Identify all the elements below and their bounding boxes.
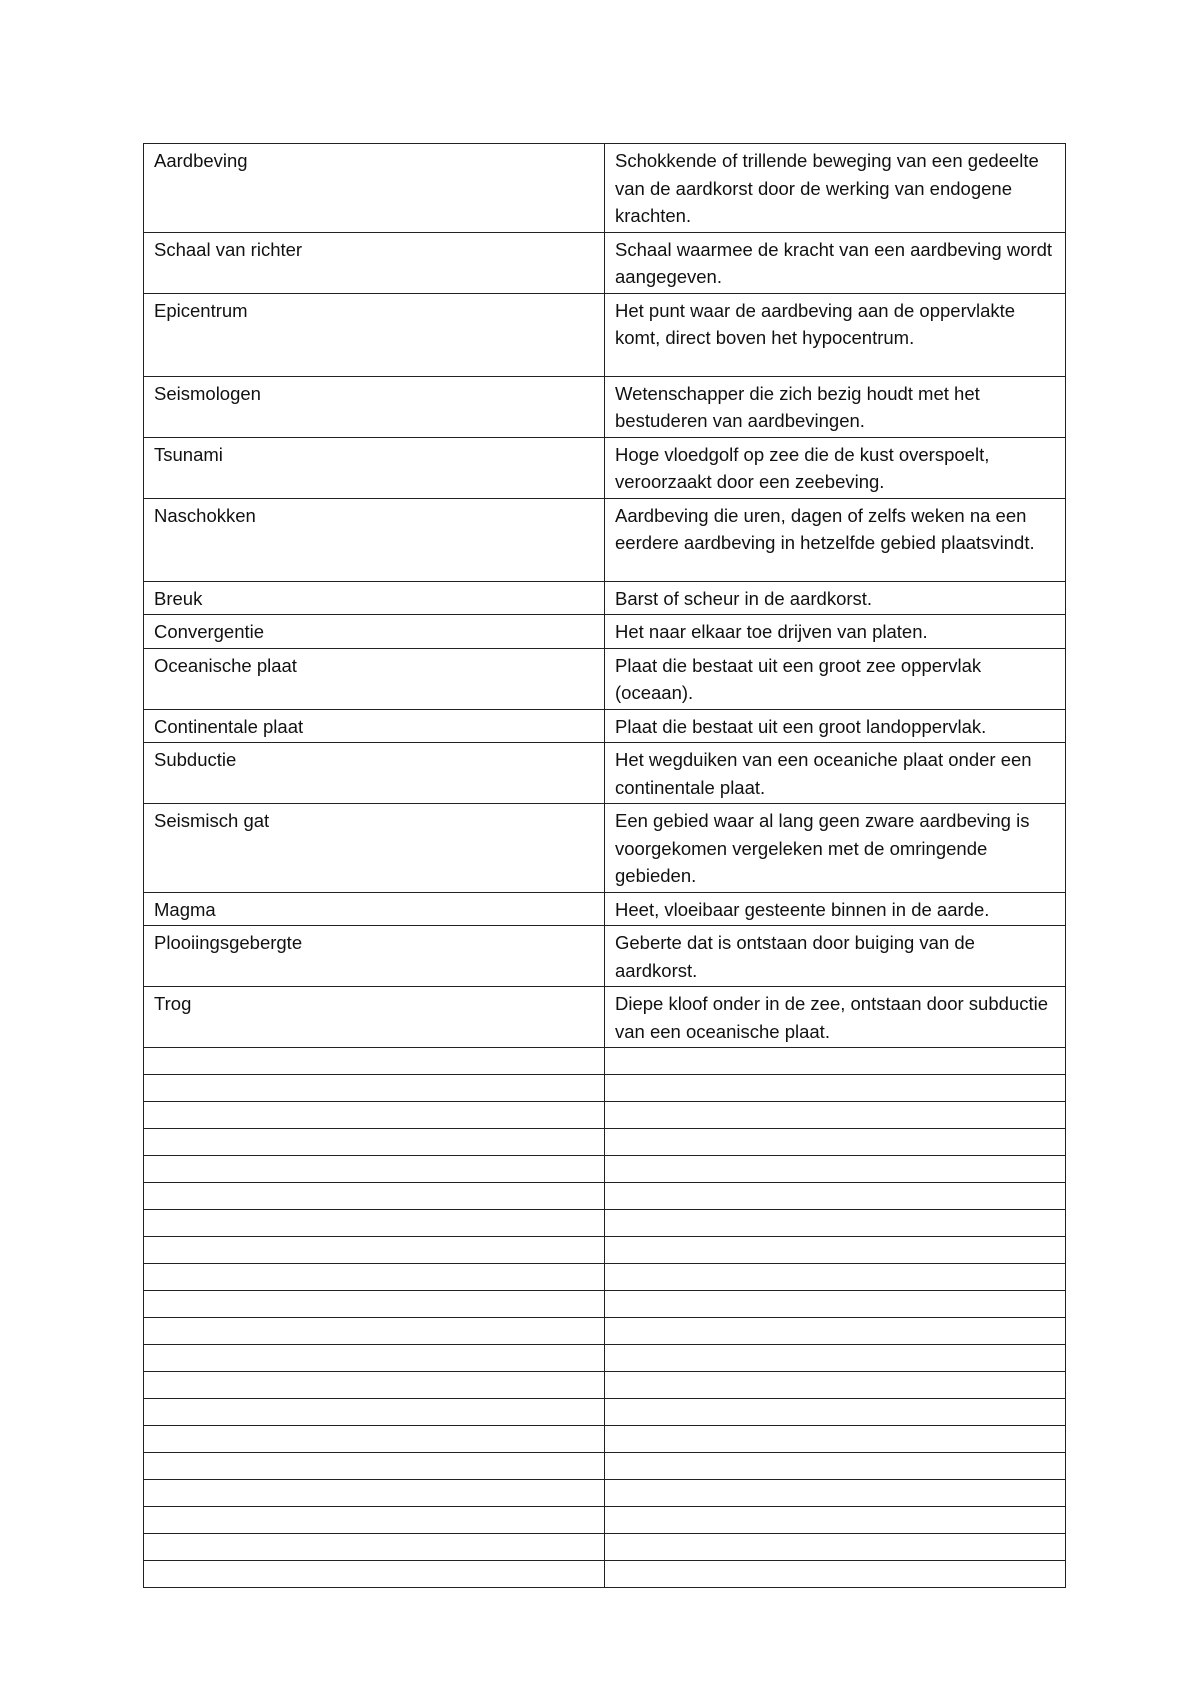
empty-table-row: [144, 1534, 1066, 1561]
empty-term-cell: [144, 1264, 605, 1291]
definition-cell: Geberte dat is ontstaan door buiging van de aardkorst.: [605, 926, 1066, 987]
table-row: [144, 437, 1066, 498]
empty-definition-cell: [605, 1372, 1066, 1399]
table-row: [144, 709, 1066, 743]
glossary-table: [143, 143, 1066, 1588]
term-cell: Subductie: [144, 743, 605, 804]
definition-cell: Schaal waarmee de kracht van een aardbeving wordt aangegeven.: [605, 232, 1066, 293]
empty-table-row: [144, 1453, 1066, 1480]
term-cell: Oceanische plaat: [144, 648, 605, 709]
empty-term-cell: [144, 1534, 605, 1561]
definition-cell: Het naar elkaar toe drijven van platen.: [605, 615, 1066, 649]
empty-table-row: [144, 1291, 1066, 1318]
definition-cell: Een gebied waar al lang geen zware aardbeving is voorgekomen vergeleken met de omringende gebieden.: [605, 804, 1066, 893]
empty-definition-cell: [605, 1426, 1066, 1453]
term-cell: Seismologen: [144, 376, 605, 437]
empty-definition-cell: [605, 1048, 1066, 1075]
definition-cell: Het wegduiken van een oceaniche plaat onder een continentale plaat.: [605, 743, 1066, 804]
table-row: [144, 232, 1066, 293]
document-page: [143, 143, 1065, 1588]
term-cell: Plooiingsgebergte: [144, 926, 605, 987]
table-row: [144, 987, 1066, 1048]
empty-term-cell: [144, 1183, 605, 1210]
table-row: [144, 743, 1066, 804]
definition-cell: Hoge vloedgolf op zee die de kust overspoelt, veroorzaakt door een zeebeving.: [605, 437, 1066, 498]
term-cell: Magma: [144, 892, 605, 926]
empty-definition-cell: [605, 1453, 1066, 1480]
definition-cell: Plaat die bestaat uit een groot zee oppervlak (oceaan).: [605, 648, 1066, 709]
empty-table-row: [144, 1372, 1066, 1399]
empty-term-cell: [144, 1426, 605, 1453]
definition-cell: Heet, vloeibaar gesteente binnen in de aarde.: [605, 892, 1066, 926]
definition-cell: Wetenschapper die zich bezig houdt met het bestuderen van aardbevingen.: [605, 376, 1066, 437]
term-cell: Schaal van richter: [144, 232, 605, 293]
empty-term-cell: [144, 1237, 605, 1264]
empty-table-row: [144, 1399, 1066, 1426]
empty-definition-cell: [605, 1210, 1066, 1237]
empty-table-row: [144, 1264, 1066, 1291]
table-row: [144, 293, 1066, 376]
definition-cell: Plaat die bestaat uit een groot landoppervlak.: [605, 709, 1066, 743]
empty-definition-cell: [605, 1318, 1066, 1345]
term-cell: Aardbeving: [144, 144, 605, 233]
empty-table-row: [144, 1183, 1066, 1210]
empty-table-row: [144, 1426, 1066, 1453]
empty-definition-cell: [605, 1561, 1066, 1588]
empty-table-row: [144, 1048, 1066, 1075]
empty-term-cell: [144, 1345, 605, 1372]
definition-cell: Het punt waar de aardbeving aan de oppervlakte komt, direct boven het hypocentrum.: [605, 293, 1066, 376]
table-row: [144, 926, 1066, 987]
table-row: [144, 615, 1066, 649]
table-row: [144, 376, 1066, 437]
empty-table-row: [144, 1237, 1066, 1264]
empty-definition-cell: [605, 1399, 1066, 1426]
empty-term-cell: [144, 1453, 605, 1480]
empty-term-cell: [144, 1156, 605, 1183]
term-cell: Tsunami: [144, 437, 605, 498]
empty-definition-cell: [605, 1183, 1066, 1210]
table-row: [144, 648, 1066, 709]
definition-cell: Barst of scheur in de aardkorst.: [605, 581, 1066, 615]
empty-table-row: [144, 1102, 1066, 1129]
empty-definition-cell: [605, 1291, 1066, 1318]
term-cell: Epicentrum: [144, 293, 605, 376]
empty-term-cell: [144, 1210, 605, 1237]
table-row: [144, 581, 1066, 615]
term-cell: Naschokken: [144, 498, 605, 581]
table-row: [144, 144, 1066, 233]
empty-term-cell: [144, 1318, 605, 1345]
empty-term-cell: [144, 1561, 605, 1588]
definition-cell: Aardbeving die uren, dagen of zelfs weken na een eerdere aardbeving in hetzelfde gebied plaatsvindt.: [605, 498, 1066, 581]
empty-table-row: [144, 1318, 1066, 1345]
empty-definition-cell: [605, 1129, 1066, 1156]
empty-term-cell: [144, 1102, 605, 1129]
empty-term-cell: [144, 1075, 605, 1102]
empty-table-row: [144, 1507, 1066, 1534]
term-cell: Convergentie: [144, 615, 605, 649]
term-cell: Trog: [144, 987, 605, 1048]
empty-term-cell: [144, 1480, 605, 1507]
empty-definition-cell: [605, 1237, 1066, 1264]
definition-cell: Diepe kloof onder in de zee, ontstaan door subductie van een oceanische plaat.: [605, 987, 1066, 1048]
empty-term-cell: [144, 1048, 605, 1075]
empty-term-cell: [144, 1372, 605, 1399]
definition-cell: Schokkende of trillende beweging van een gedeelte van de aardkorst door de werking van endogene krachten.: [605, 144, 1066, 233]
empty-definition-cell: [605, 1534, 1066, 1561]
table-row: [144, 892, 1066, 926]
empty-table-row: [144, 1156, 1066, 1183]
empty-term-cell: [144, 1291, 605, 1318]
term-cell: Seismisch gat: [144, 804, 605, 893]
term-cell: Breuk: [144, 581, 605, 615]
empty-table-row: [144, 1129, 1066, 1156]
empty-table-row: [144, 1561, 1066, 1588]
term-cell: Continentale plaat: [144, 709, 605, 743]
table-row: [144, 804, 1066, 893]
empty-table-row: [144, 1075, 1066, 1102]
empty-definition-cell: [605, 1507, 1066, 1534]
empty-definition-cell: [605, 1264, 1066, 1291]
empty-definition-cell: [605, 1345, 1066, 1372]
empty-definition-cell: [605, 1156, 1066, 1183]
empty-table-row: [144, 1345, 1066, 1372]
empty-term-cell: [144, 1507, 605, 1534]
empty-definition-cell: [605, 1075, 1066, 1102]
empty-table-row: [144, 1480, 1066, 1507]
table-row: [144, 498, 1066, 581]
glossary-body: [144, 144, 1066, 1588]
empty-table-row: [144, 1210, 1066, 1237]
empty-term-cell: [144, 1129, 605, 1156]
empty-definition-cell: [605, 1480, 1066, 1507]
empty-term-cell: [144, 1399, 605, 1426]
empty-definition-cell: [605, 1102, 1066, 1129]
